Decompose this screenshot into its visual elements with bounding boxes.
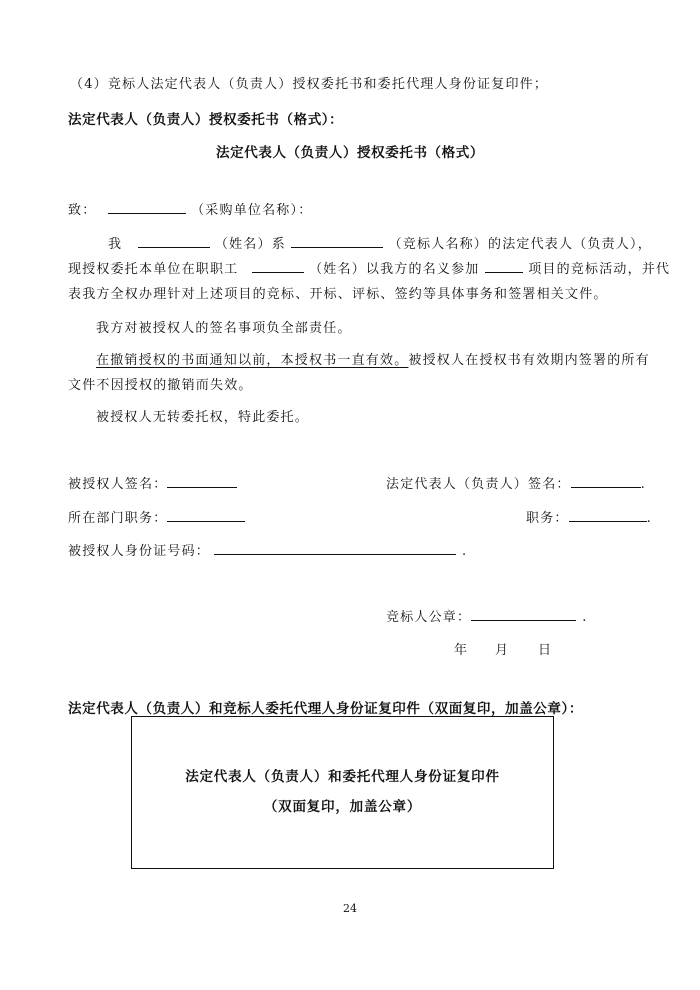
legal-rep-name-blank[interactable] xyxy=(138,233,210,248)
department-position-row xyxy=(68,507,245,526)
p1-text-a: 我 xyxy=(108,237,123,252)
date-year: 年 xyxy=(454,643,469,658)
addressee-prefix: 致： xyxy=(68,203,97,218)
legal-signature-row xyxy=(386,473,646,492)
p1-text-b: （姓名）系 xyxy=(214,237,286,252)
period-mark: . xyxy=(646,511,652,526)
paragraph-1-line-2 xyxy=(68,258,670,277)
page-number: 24 xyxy=(343,902,357,915)
position-row xyxy=(526,507,652,526)
employee-name-blank[interactable] xyxy=(252,258,304,273)
id-number-label: 被授权人身份证号码： xyxy=(68,544,211,559)
position-label: 职务： xyxy=(526,511,569,526)
agent-signature-label: 被授权人签名： xyxy=(68,477,168,492)
paragraph-2: 我方对被授权人的签名事项负全部责任。 xyxy=(96,321,352,336)
company-seal-blank[interactable] xyxy=(471,606,576,621)
form-title: 法定代表人（负责人）授权委托书（格式） xyxy=(216,145,484,161)
period-mark: . xyxy=(462,544,468,559)
date-day: 日 xyxy=(538,643,553,658)
p1-text-line2c: 项目的竞标活动，并代 xyxy=(528,262,671,277)
section-heading: 法定代表人（负责人）授权委托书（格式）： xyxy=(68,112,344,128)
date-month: 月 xyxy=(495,643,510,658)
agent-signature-blank[interactable] xyxy=(167,473,237,488)
paragraph-3-line-1 xyxy=(96,349,650,368)
bidder-name-blank[interactable] xyxy=(291,233,383,248)
validity-clause-underlined: 在撤销授权的书面通知以前，本授权书一直有效。 xyxy=(96,353,409,368)
department-position-label: 所在部门职务： xyxy=(68,511,168,526)
company-seal-row xyxy=(386,606,588,625)
period-mark: . xyxy=(640,477,646,492)
legal-signature-blank[interactable] xyxy=(571,473,641,488)
paragraph-4: 被授权人无转委托权，特此委托。 xyxy=(96,410,310,425)
addressee-line xyxy=(68,199,312,218)
id-number-row xyxy=(68,540,467,559)
p1-text-line2b: （姓名）以我方的名义参加 xyxy=(309,262,480,277)
paragraph-1-line-3: 表我方全权办理针对上述项目的竞标、开标、评标、签约等具体事务和签署相关文件。 xyxy=(68,287,608,302)
period-mark: . xyxy=(582,610,588,625)
agent-signature-row xyxy=(68,473,237,492)
paragraph-1-line-1 xyxy=(108,233,652,252)
paragraph-3-line-2: 文件不因授权的撤销而失效。 xyxy=(68,378,253,393)
legal-signature-label: 法定代表人（负责人）签名： xyxy=(386,477,571,492)
item-4-text: （4）竞标人法定代表人（负责人）授权委托书和委托代理人身份证复印件； xyxy=(70,77,549,92)
purchaser-name-blank[interactable] xyxy=(108,199,186,214)
id-copy-box xyxy=(131,716,554,869)
position-blank[interactable] xyxy=(569,507,647,522)
id-copy-heading: 法定代表人（负责人）和竞标人委托代理人身份证复印件（双面复印，加盖公章）： xyxy=(68,701,583,717)
project-name-blank[interactable] xyxy=(485,258,523,273)
id-copy-box-line-2: （双面复印，加盖公章） xyxy=(263,799,422,815)
validity-clause-rest: 被授权人在授权书有效期内签署的所有 xyxy=(408,353,650,368)
addressee-suffix: （采购单位名称）： xyxy=(191,203,313,218)
id-copy-box-line-1: 法定代表人（负责人）和委托代理人身份证复印件 xyxy=(185,769,500,785)
company-seal-label: 竞标人公章： xyxy=(386,610,472,625)
p1-text-line2a: 现授权委托本单位在职职工 xyxy=(68,262,239,277)
id-number-blank[interactable] xyxy=(214,540,456,555)
department-position-blank[interactable] xyxy=(167,507,245,522)
p1-text-c: （竞标人名称）的法定代表人（负责人）， xyxy=(388,237,652,252)
